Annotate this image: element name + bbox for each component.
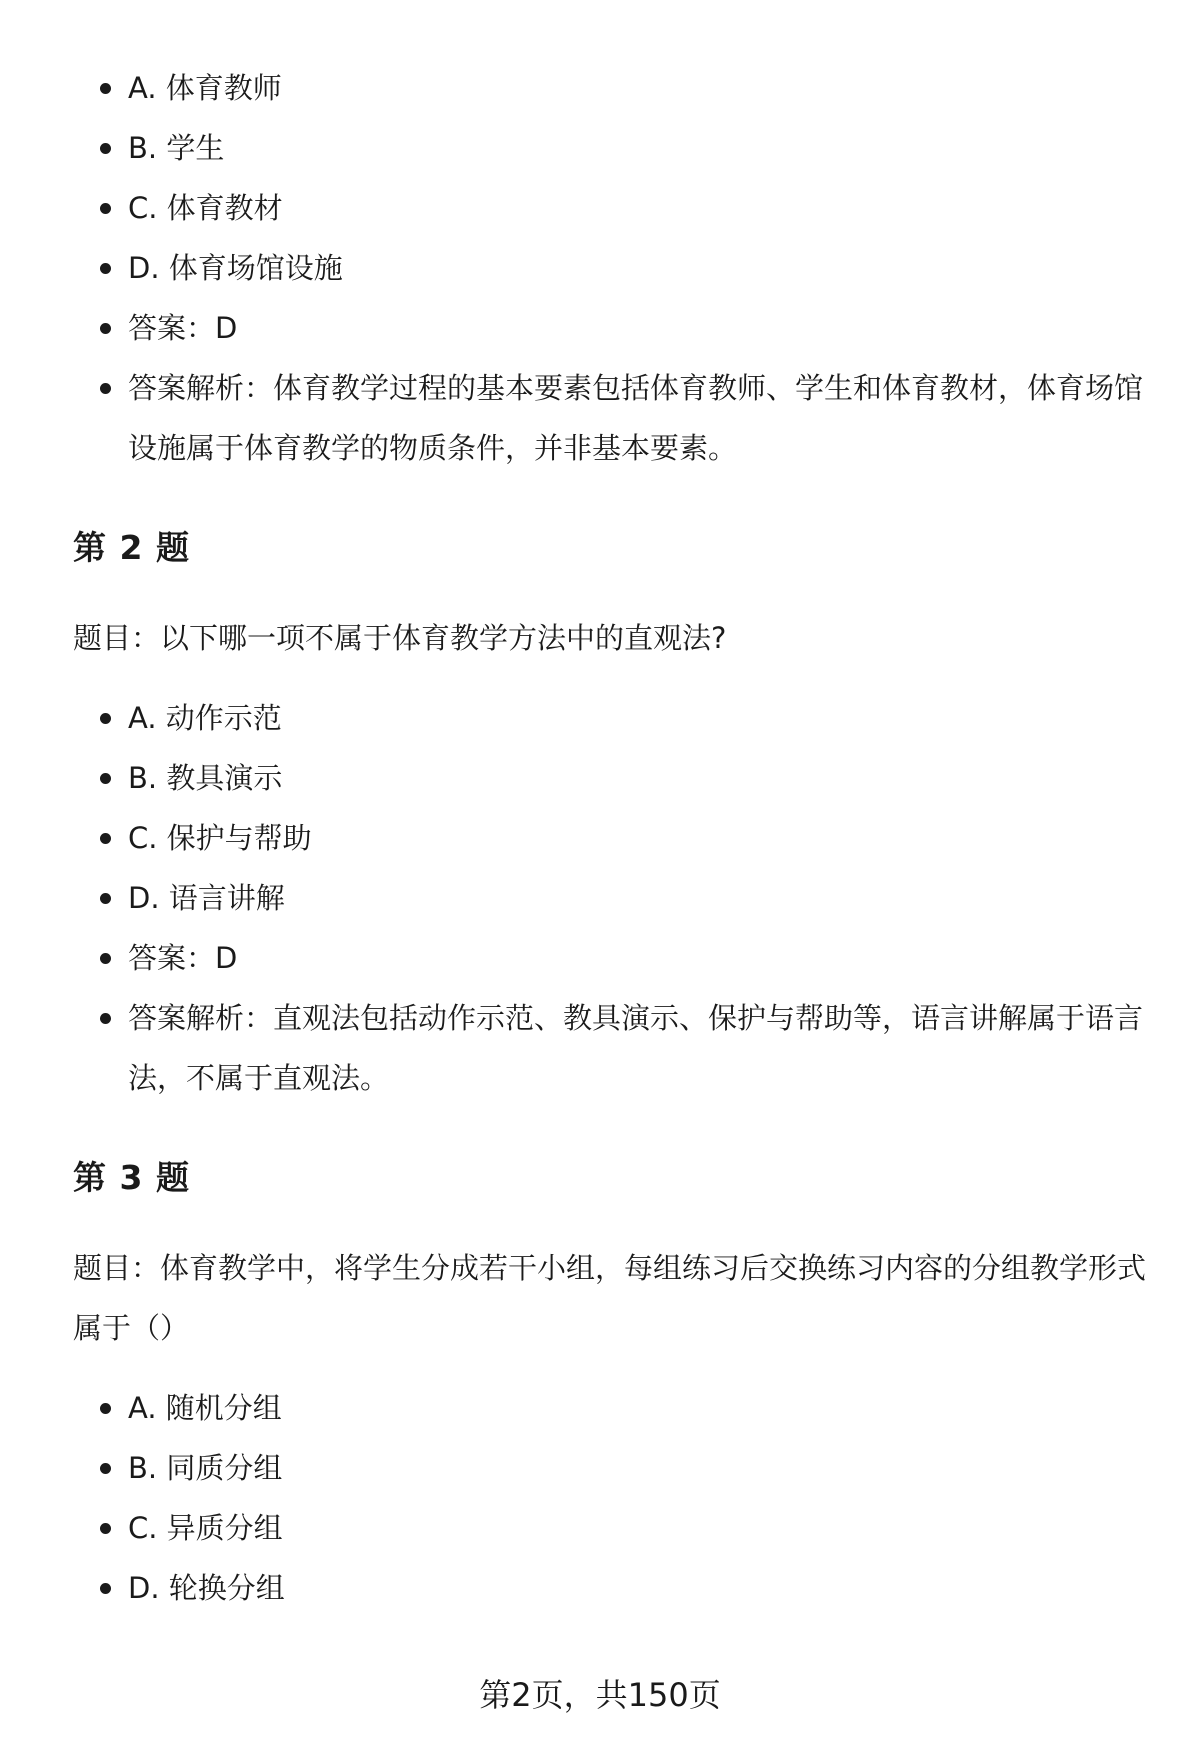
q2-option-d	[73, 868, 1153, 928]
bullet-icon	[100, 203, 111, 214]
bullet-icon	[100, 143, 111, 154]
bullet-icon	[100, 1403, 111, 1414]
option-text: A. 随机分组	[128, 1391, 282, 1425]
option-text: D. 语言讲解	[128, 881, 285, 915]
option-text: A. 体育教师	[128, 71, 282, 105]
bullet-icon	[100, 323, 111, 334]
q1-option-b	[73, 118, 1153, 178]
q1-option-a	[73, 58, 1153, 118]
option-text: A. 动作示范	[128, 701, 282, 735]
bullet-icon	[100, 1583, 111, 1594]
q3-option-a	[73, 1378, 1153, 1438]
bullet-icon	[100, 893, 111, 904]
analysis-text: 答案解析：直观法包括动作示范、教具演示、保护与帮助等，语言讲解属于语言法，不属于直观法。	[128, 1001, 1144, 1095]
bullet-icon	[100, 1463, 111, 1474]
q2-answer	[73, 928, 1153, 988]
answer-text: 答案：D	[128, 311, 238, 345]
bullet-icon	[100, 383, 111, 394]
q2-option-a	[73, 688, 1153, 748]
q3-question: 题目：体育教学中，将学生分成若干小组，每组练习后交换练习内容的分组教学形式属于（）	[73, 1251, 1147, 1345]
option-text: B. 教具演示	[128, 761, 283, 795]
bullet-icon	[100, 263, 111, 274]
q1-option-list	[73, 58, 1153, 478]
page-content	[73, 58, 1153, 1618]
analysis-text: 答案解析：体育教学过程的基本要素包括体育教师、学生和体育教材，体育场馆设施属于体育教学的物质条件，并非基本要素。	[128, 371, 1144, 465]
bullet-icon	[100, 83, 111, 94]
q3-option-b	[73, 1438, 1153, 1498]
q2-option-c	[73, 808, 1153, 868]
bullet-icon	[100, 773, 111, 784]
option-text: B. 同质分组	[128, 1451, 283, 1485]
q3-title: 第 3 题	[73, 1158, 190, 1197]
bullet-icon	[100, 713, 111, 724]
q2-analysis	[73, 988, 1153, 1108]
q3-option-list	[73, 1378, 1153, 1618]
q1-option-c	[73, 178, 1153, 238]
q3-option-d	[73, 1558, 1153, 1618]
q1-option-d	[73, 238, 1153, 298]
q2-question: 题目：以下哪一项不属于体育教学方法中的直观法?	[73, 621, 727, 655]
option-text: B. 学生	[128, 131, 225, 165]
bullet-icon	[100, 953, 111, 964]
q2-title: 第 2 题	[73, 528, 190, 567]
option-text: C. 体育教材	[128, 191, 283, 225]
option-text: D. 轮换分组	[128, 1571, 285, 1605]
bullet-icon	[100, 1013, 111, 1024]
option-text: D. 体育场馆设施	[128, 251, 343, 285]
option-text: C. 异质分组	[128, 1511, 283, 1545]
q2-option-list	[73, 688, 1153, 1108]
q1-analysis	[73, 358, 1153, 478]
q2-option-b	[73, 748, 1153, 808]
bullet-icon	[100, 833, 111, 844]
q1-answer	[73, 298, 1153, 358]
option-text: C. 保护与帮助	[128, 821, 312, 855]
answer-text: 答案：D	[128, 941, 238, 975]
q3-option-c	[73, 1498, 1153, 1558]
bullet-icon	[100, 1523, 111, 1534]
page-footer: 第2页，共150页	[479, 1676, 721, 1714]
